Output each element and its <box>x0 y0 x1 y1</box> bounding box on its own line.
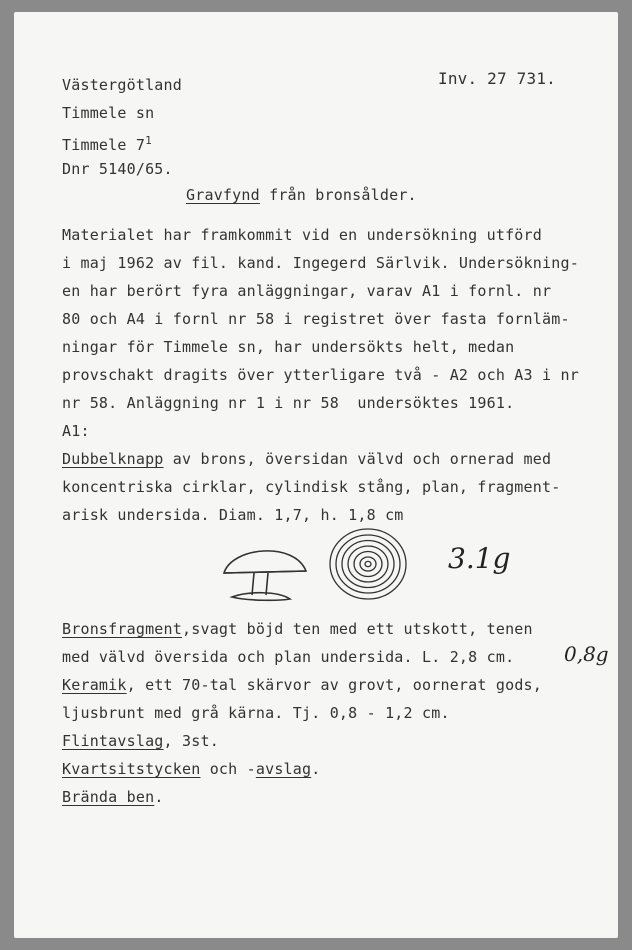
item-dubbelknapp-title: Dubbelknapp <box>62 450 164 468</box>
concentric-circles-sketch <box>326 524 410 602</box>
item-dubbelknapp-line-2: koncentriska cirklar, cylindisk stång, plan, fragment- <box>62 478 561 496</box>
item-dubbelknapp-line-3: arisk undersida. Diam. 1,7, h. 1,8 cm <box>62 506 404 524</box>
catalog-card <box>14 12 618 938</box>
body-line-2: i maj 1962 av fil. kand. Ingegerd Särlvik. Undersökning- <box>62 254 579 272</box>
item-brandaben-title: Brända ben <box>62 788 155 806</box>
a1-label: A1: <box>62 422 90 440</box>
weight-annotation-1: 3.1g <box>448 542 511 575</box>
item-bronsfragment-line-2: med välvd översida och plan undersida. L. 2,8 cm. <box>62 648 515 666</box>
site-name: Timmele 7 <box>62 136 146 154</box>
item-bronsfragment-text: ,svagt böjd ten med ett utskott, tenen <box>182 620 533 638</box>
item-keramik-text: , ett 70-tal skärvor av grovt, oornerat gods, <box>126 676 543 694</box>
parish-label: Timmele sn <box>62 104 155 122</box>
item-keramik-title: Keramik <box>62 676 127 694</box>
title-underlined: Gravfynd <box>186 186 260 204</box>
body-line-3: en har berört fyra anläggningar, varav A1 i fornl. nr <box>62 282 552 300</box>
item-brandaben <box>62 788 164 806</box>
item-keramik <box>62 676 542 694</box>
site-superscript: 1 <box>145 134 152 147</box>
title-rest: från bronsålder. <box>259 186 417 204</box>
item-kvartsit <box>62 760 320 778</box>
item-kvartsit-title: Kvartsitstycken <box>62 760 201 778</box>
inventory-number: Inv. 27 731. <box>438 69 556 88</box>
item-dubbelknapp-text: av brons, översidan välvd och ornerad med <box>163 450 552 468</box>
item-dubbelknapp <box>62 450 551 468</box>
weight-annotation-2: 0,8g <box>564 642 609 666</box>
dnr-label: Dnr 5140/65. <box>62 160 173 178</box>
item-flintavslag <box>62 732 219 750</box>
item-flintavslag-text: , 3st. <box>163 732 219 750</box>
item-kvartsit-end: . <box>311 760 321 778</box>
document-title <box>186 186 417 204</box>
site-label <box>62 132 152 154</box>
item-kvartsit-title-2: avslag <box>255 760 312 778</box>
body-line-4: 80 och A4 i fornl nr 58 i registret över fasta fornläm- <box>62 310 570 328</box>
body-line-7: nr 58. Anläggning nr 1 i nr 58 undersöktes 1961. <box>62 394 515 412</box>
item-bronsfragment <box>62 620 533 638</box>
item-flintavslag-title: Flintavslag <box>62 732 164 750</box>
body-line-5: ningar för Timmele sn, har undersökts helt, medan <box>62 338 515 356</box>
body-line-1: Materialet har framkommit vid en undersökning utförd <box>62 226 542 244</box>
item-kvartsit-mid: och - <box>200 760 256 778</box>
body-line-6: provschakt dragits över ytterligare två - A2 och A3 i nr <box>62 366 579 384</box>
item-keramik-line-2: ljusbrunt med grå kärna. Tj. 0,8 - 1,2 cm. <box>62 704 450 722</box>
item-brandaben-end: . <box>154 788 164 806</box>
button-profile-sketch <box>220 537 310 603</box>
item-bronsfragment-title: Bronsfragment <box>62 620 182 638</box>
region-label: Västergötland <box>62 76 182 94</box>
